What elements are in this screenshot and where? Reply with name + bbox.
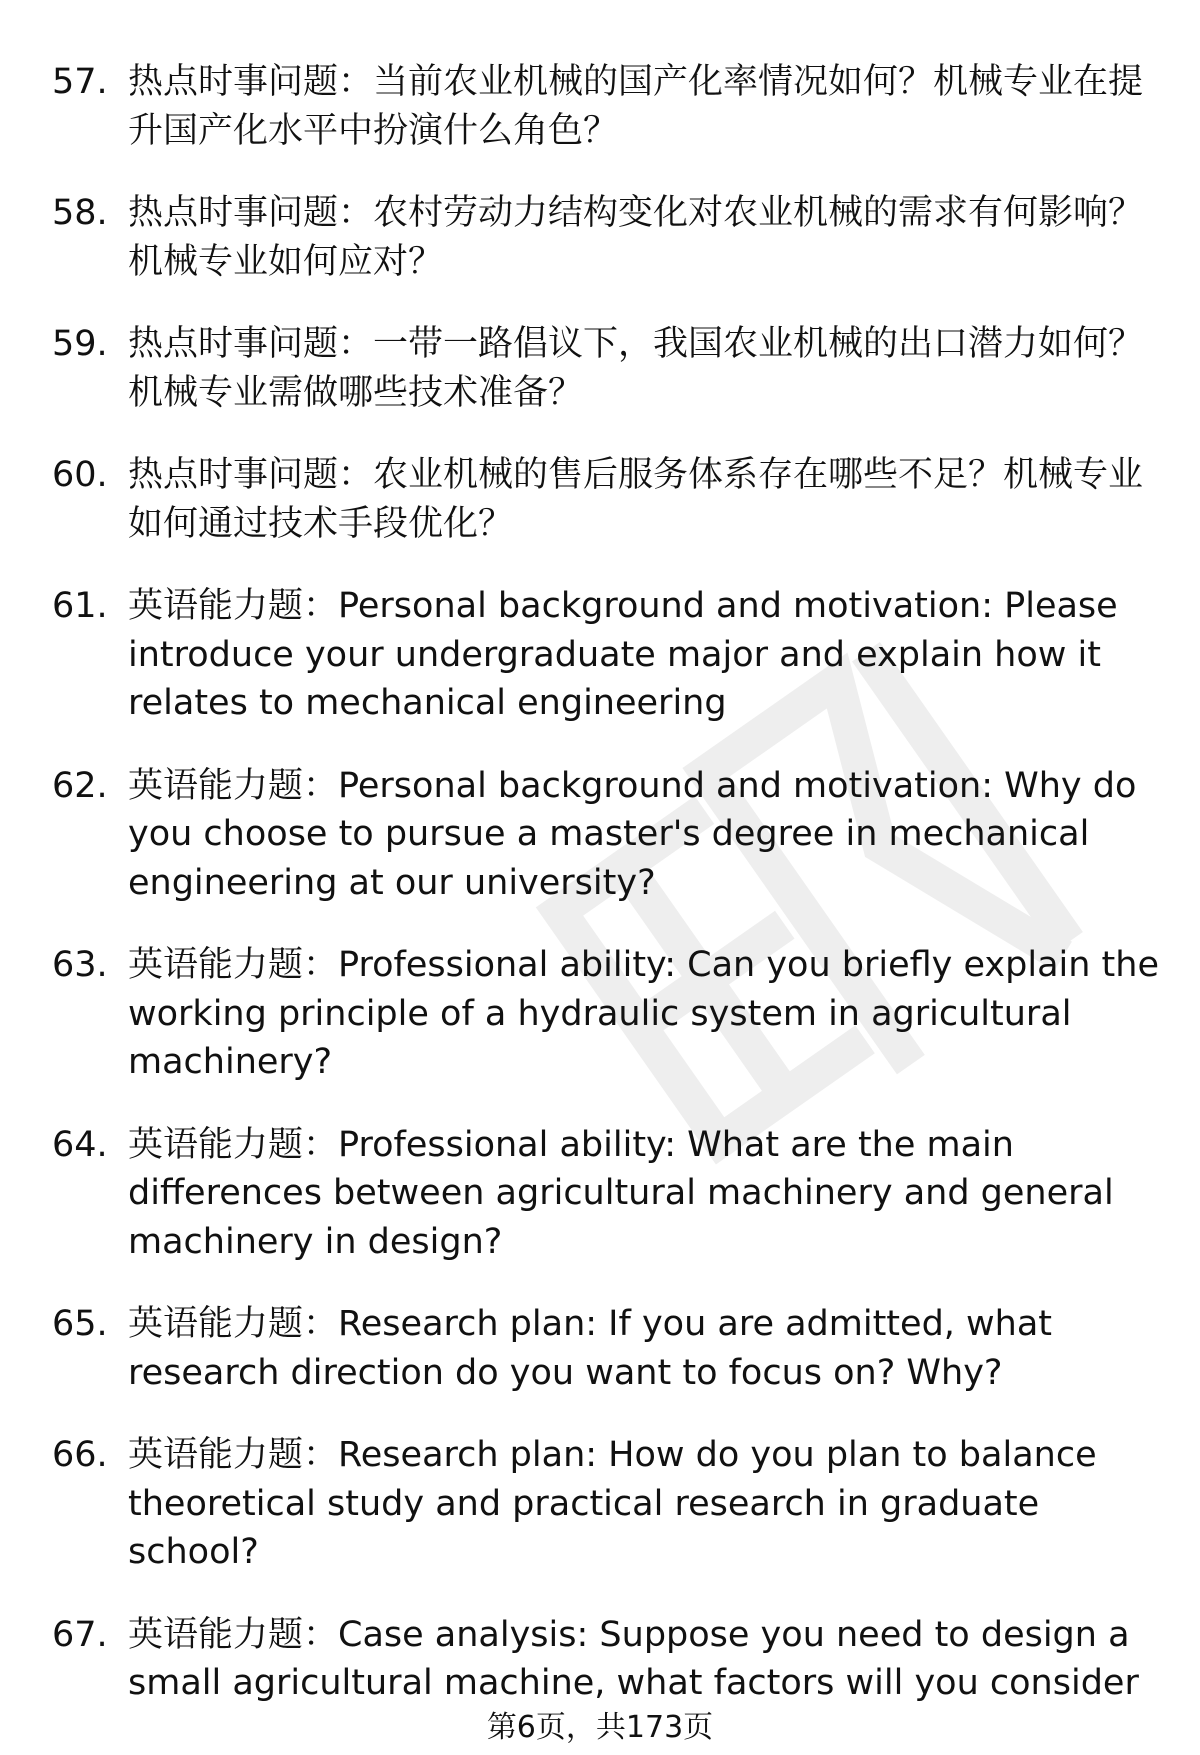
question-category: 英语能力题： xyxy=(128,586,339,626)
question-number: 59. xyxy=(52,324,108,364)
list-item xyxy=(52,762,1162,908)
list-item xyxy=(52,1431,1162,1577)
question-body xyxy=(128,1121,1162,1267)
question-text: 一带一路倡议下，我国农业机械的出口潜力如何？机械专业需做哪些技术准备？ xyxy=(128,324,1144,413)
question-number: 57. xyxy=(52,62,108,102)
question-category: 热点时事问题： xyxy=(128,455,374,495)
list-item xyxy=(52,1121,1162,1267)
list-item xyxy=(52,1300,1162,1397)
question-category: 英语能力题： xyxy=(128,945,339,985)
question-number: 62. xyxy=(52,765,108,806)
page-footer: 第6页，共173页 xyxy=(486,1710,714,1745)
question-body xyxy=(128,451,1162,548)
question-category: 英语能力题： xyxy=(128,1435,339,1475)
question-text: Professional ability: Can you briefly explain the working principle of a hydraulic system in agricultural machinery? xyxy=(128,945,1159,1082)
question-number: 65. xyxy=(52,1304,108,1344)
question-text: Research plan: How do you plan to balance theoretical study and practical research in graduate school? xyxy=(128,1435,1097,1572)
question-body xyxy=(128,58,1162,155)
question-text: 农村劳动力结构变化对农业机械的需求有何影响？机械专业如何应对？ xyxy=(128,193,1144,282)
question-category: 英语能力题： xyxy=(128,1304,339,1344)
list-item xyxy=(52,320,1162,417)
question-text: Research plan: If you are admitted, what research direction do you want to focus on? Why? xyxy=(128,1304,1053,1393)
list-item xyxy=(52,1611,1162,1708)
question-number: 58. xyxy=(52,193,108,233)
question-category: 英语能力题： xyxy=(128,765,339,806)
question-category: 热点时事问题： xyxy=(128,62,374,102)
question-number: 63. xyxy=(52,945,108,985)
list-item xyxy=(52,58,1162,155)
question-body xyxy=(128,941,1162,1087)
question-body xyxy=(128,762,1162,908)
question-body xyxy=(128,320,1162,417)
question-category: 热点时事问题： xyxy=(128,193,374,233)
question-number: 67. xyxy=(52,1614,108,1655)
question-text: 当前农业机械的国产化率情况如何？机械专业在提升国产化水平中扮演什么角色？ xyxy=(128,62,1144,151)
question-category: 热点时事问题： xyxy=(128,324,374,364)
question-text: Professional ability: What are the main differences between agricultural machinery and general machinery in design? xyxy=(128,1124,1114,1262)
question-text: Case analysis: Suppose you need to design a small agricultural machine, what factors will you consider xyxy=(128,1614,1139,1703)
question-number: 64. xyxy=(52,1124,108,1165)
question-text: Personal background and motivation: Please introduce your undergraduate major and explain how it relates to mechanical engineering xyxy=(128,586,1118,723)
list-item xyxy=(52,941,1162,1087)
question-body xyxy=(128,1611,1162,1708)
question-body xyxy=(128,1431,1162,1577)
question-number: 61. xyxy=(52,586,108,626)
question-body xyxy=(128,582,1162,728)
list-item xyxy=(52,451,1162,548)
question-list xyxy=(52,58,1162,1742)
question-text: Personal background and motivation: Why do you choose to pursue a master's degree in mechanical engineering at our university? xyxy=(128,765,1137,903)
question-number: 66. xyxy=(52,1435,108,1475)
question-category: 英语能力题： xyxy=(128,1614,339,1655)
question-body xyxy=(128,189,1162,286)
list-item xyxy=(52,582,1162,728)
question-body xyxy=(128,1300,1162,1397)
question-category: 英语能力题： xyxy=(128,1124,339,1165)
question-number: 60. xyxy=(52,455,108,495)
question-text: 农业机械的售后服务体系存在哪些不足？机械专业如何通过技术手段优化？ xyxy=(128,455,1144,544)
list-item xyxy=(52,189,1162,286)
